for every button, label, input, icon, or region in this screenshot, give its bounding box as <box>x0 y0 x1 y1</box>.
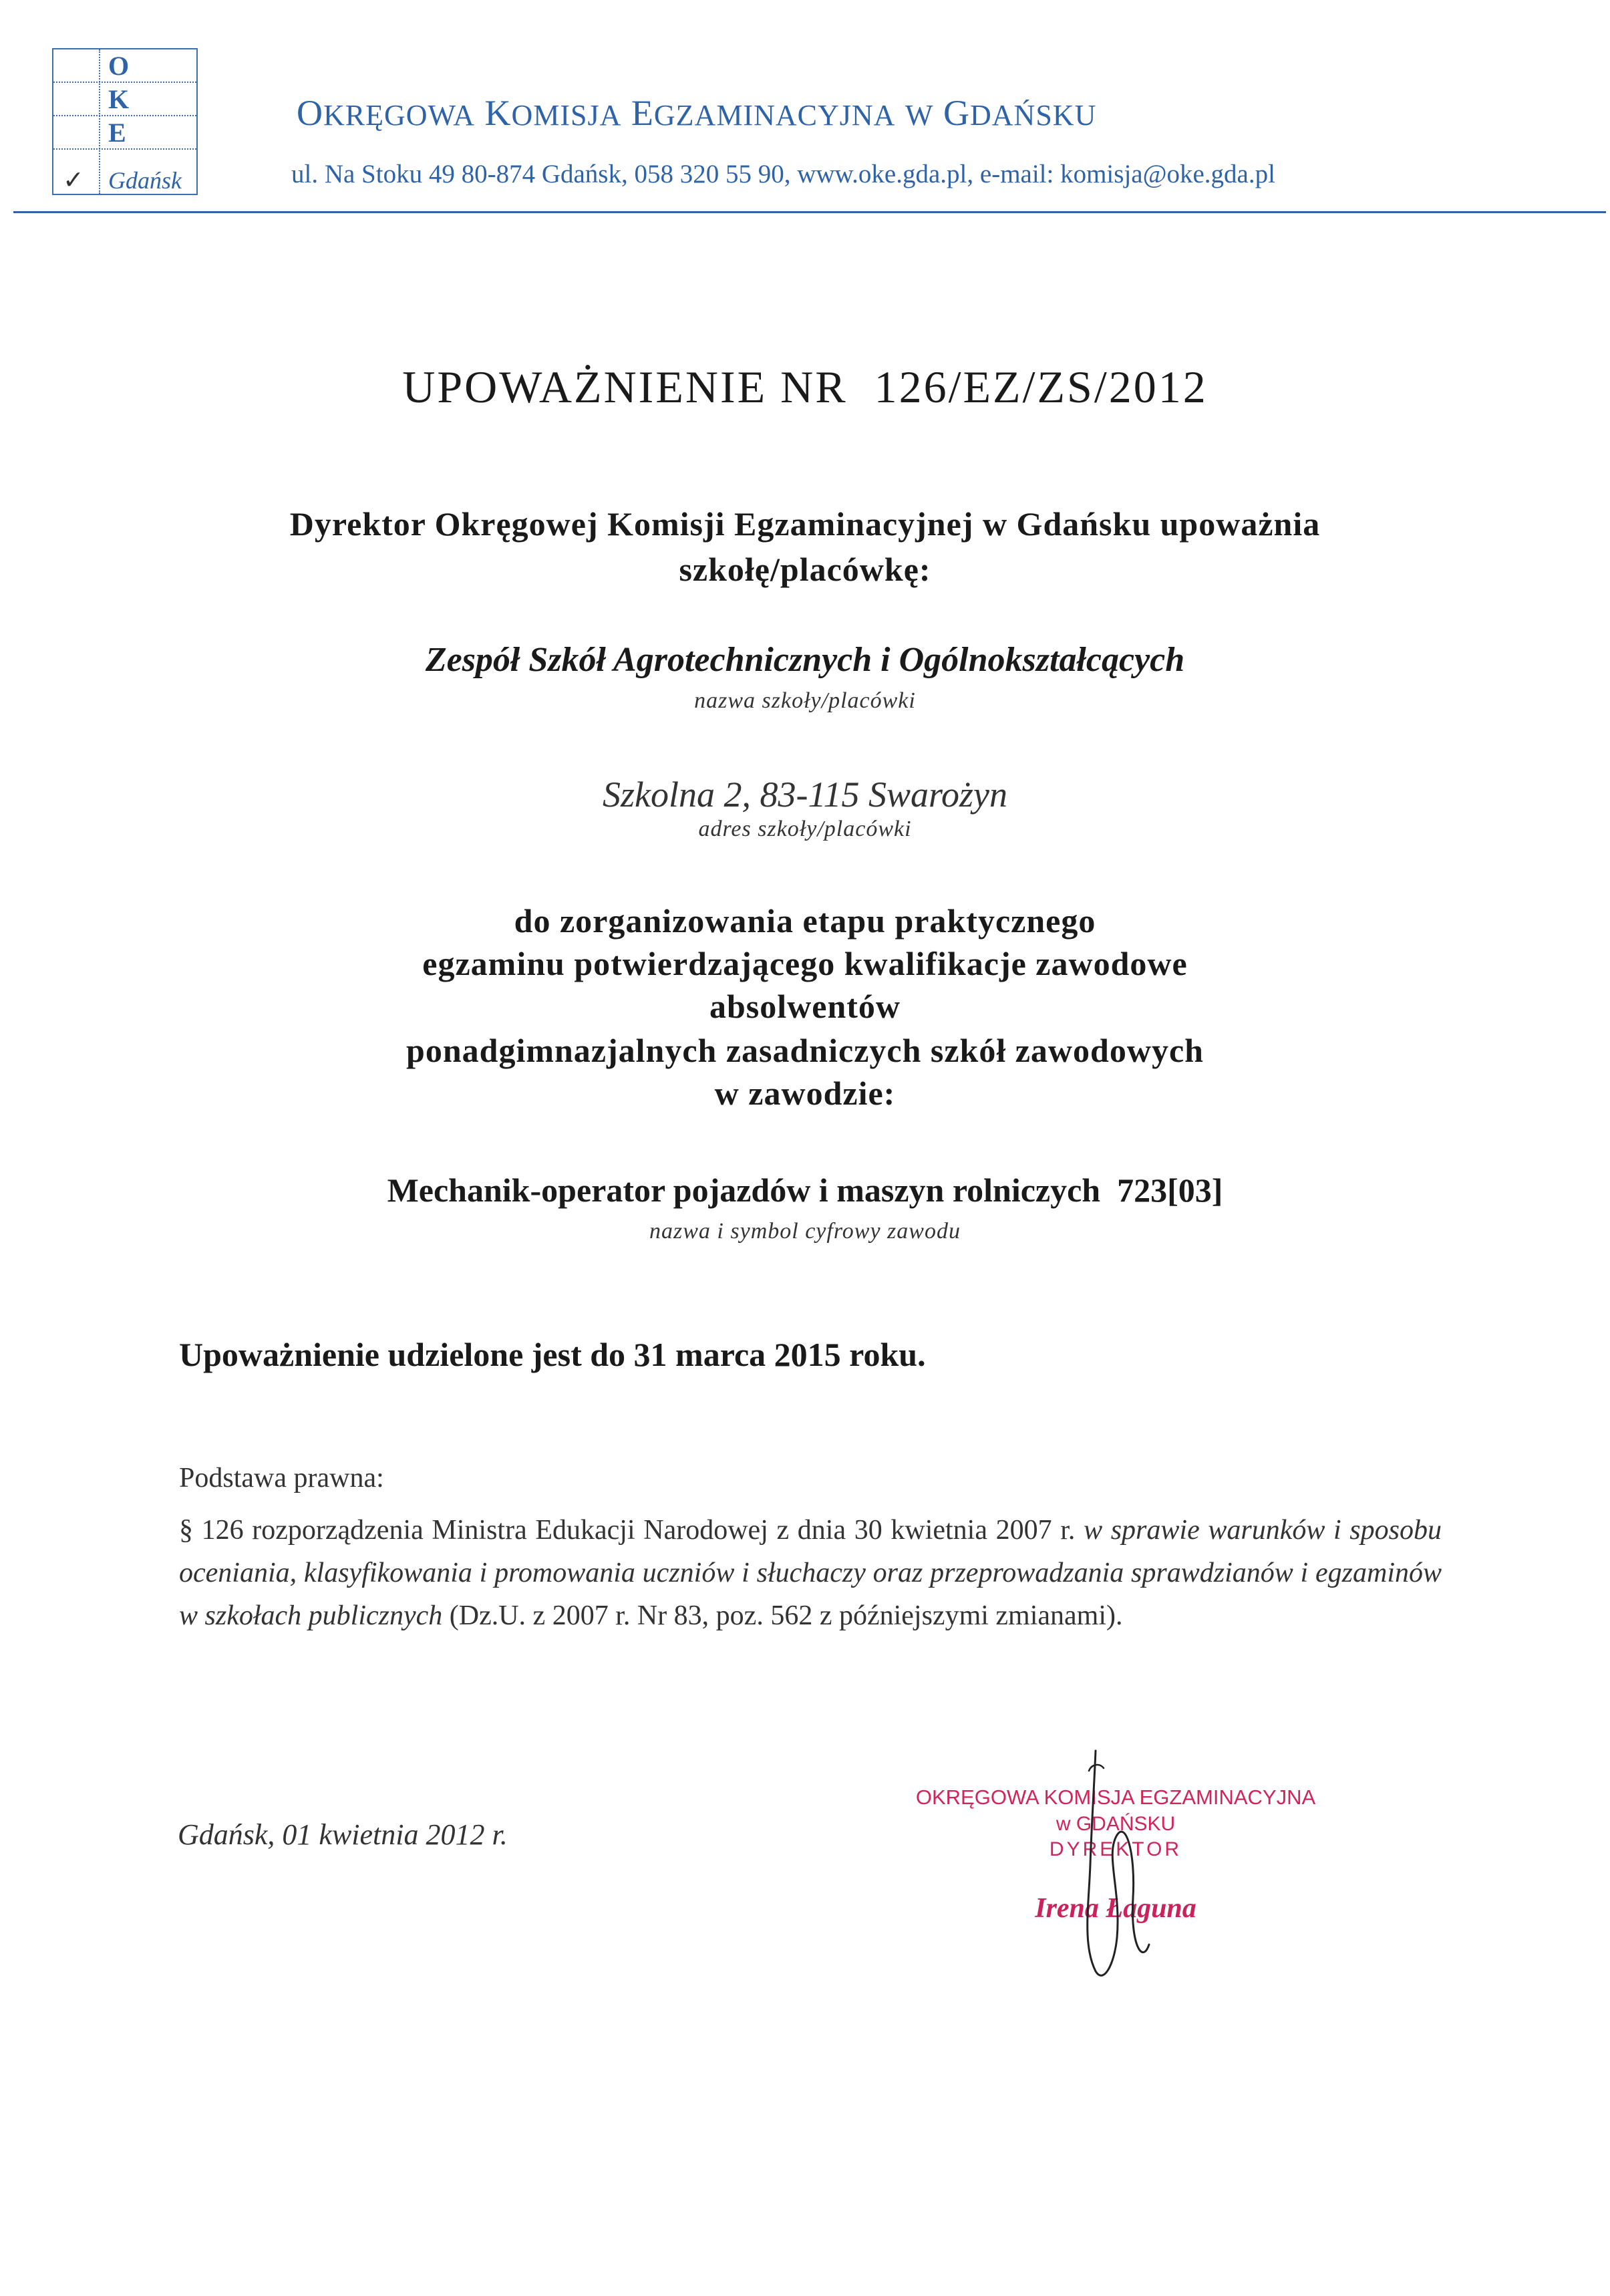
legal-basis-text: § 126 rozporządzenia Ministra Edukacji Narodowej z dnia 30 kwietnia 2007 r. w sprawie warunków i sposobu oceniania, klasyfikowania i promowania uczniów i słuchaczy oraz przeprowadzania sprawdzianów i egzaminów w szkołach publicznych (Dz.U. z 2007 r. Nr 83, poz. 562 z późniejszymi zmianami). <box>179 1515 1442 1631</box>
school-address-caption: adres szkoły/placówki <box>698 817 912 841</box>
school-address: Szkolna 2, 83-115 Swarożyn <box>603 774 1007 815</box>
logo-letter-o: O <box>108 51 130 81</box>
logo-letter-e: E <box>108 118 126 148</box>
purpose-line-2: egzaminu potwierdzającego kwalifikacje zawodowe <box>422 945 1188 982</box>
header-divider <box>13 211 1606 213</box>
stamp-line-1: OKRĘGOWA KOMISJA EGZAMINACYJNA <box>915 1785 1316 1809</box>
purpose-line-5: w zawodzie: <box>714 1074 896 1112</box>
handwritten-signature <box>1042 1744 1189 1985</box>
logo-letter-k: K <box>108 84 130 114</box>
stamp-director-name: Irena Łaguna <box>1035 1893 1196 1924</box>
purpose-line-1: do zorganizowania etapu praktycznego <box>514 902 1096 940</box>
organization-contact: ul. Na Stoku 49 80-874 Gdańsk, 058 320 55 90, www.oke.gda.pl, e-mail: komisja@oke.gda.pl <box>291 160 1275 188</box>
school-name-caption: nazwa szkoły/placówki <box>694 688 916 713</box>
profession: Mechanik-operator pojazdów i maszyn rolniczych 723[03] <box>387 1171 1223 1209</box>
intro-line-1: Dyrektor Okręgowej Komisji Egzaminacyjnej w Gdańsku upoważnia <box>289 505 1321 543</box>
stamp-line-3: DYREKTOR <box>1049 1838 1182 1860</box>
intro-line-2: szkołę/placówkę: <box>679 551 931 588</box>
document-title: UPOWAŻNIENIE NR 126/EZ/ZS/2012 <box>402 362 1208 412</box>
legal-basis-heading: Podstawa prawna: <box>179 1463 384 1493</box>
purpose-line-3: absolwentów <box>709 988 901 1025</box>
validity-statement: Upoważnienie udzielone jest do 31 marca 2015 roku. <box>179 1336 926 1373</box>
place-and-date: Gdańsk, 01 kwietnia 2012 r. <box>178 1818 508 1851</box>
profession-caption: nazwa i symbol cyfrowy zawodu <box>649 1219 961 1244</box>
purpose-line-4: ponadgimnazjalnych zasadniczych szkół zawodowych <box>406 1032 1204 1069</box>
check-mark-icon: ✓ <box>63 166 84 194</box>
school-name: Zespół Szkół Agrotechnicznych i Ogólnokształcących <box>425 641 1185 679</box>
organization-name: OKRĘGOWA KOMISJA EGZAMINACYJNA W GDAŃSKU <box>297 93 1097 133</box>
stamp-line-2: w GDAŃSKU <box>1056 1813 1176 1835</box>
oke-logo <box>52 48 198 195</box>
logo-city: Gdańsk <box>108 167 182 194</box>
